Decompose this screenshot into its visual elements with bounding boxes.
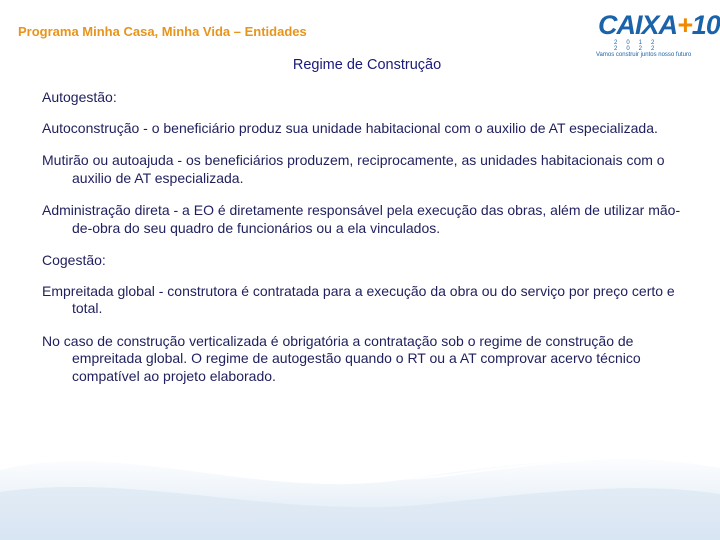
section-label-autogestao: Autogestão: [42,89,117,105]
paragraph-autoconstrucao: Autoconstrução - o beneficiário produz sua unidade habitacional com o auxilio de AT especializada. [42,119,658,136]
logo-tagline: Vamos construir juntos nosso futuro [596,52,692,58]
paragraph-construcao-verticalizada: No caso de construção verticalizada é obrigatória a contratação sob o regime de construção de empreitada global. O regime de autogestão quando o RT ou a AT comprovar acervo técnico compatível ao projeto elaborado. [42,332,641,384]
content-body [42,89,682,385]
decorative-wave [0,430,720,540]
slide-title: Regime de Construção [292,57,442,73]
logo-years: 2012 2022 [614,40,664,52]
logo-plus-text: + [677,10,692,40]
logo-ten-text: 10 [691,10,720,40]
section-label-cogestao: Cogestão: [42,252,106,268]
program-title: Programa Minha Casa, Minha Vida – Entidades [18,24,307,39]
paragraph-empreitada-global: Empreitada global - construtora é contratada para a execução da obra ou do serviço por preço certo e total. [42,282,675,316]
logo-caixa-text: CAIXA [598,10,678,40]
paragraph-mutirao: Mutirão ou autoajuda - os beneficiários produzem, reciprocamente, as unidades habitacionais com o auxilio de AT especializada. [42,152,665,186]
paragraph-administracao-direta: Administração direta - a EO é diretamente responsável pela execução das obras, além de utilizar mão-de-obra do seu quadro de funcionários ou a ela vinculados. [42,202,681,236]
